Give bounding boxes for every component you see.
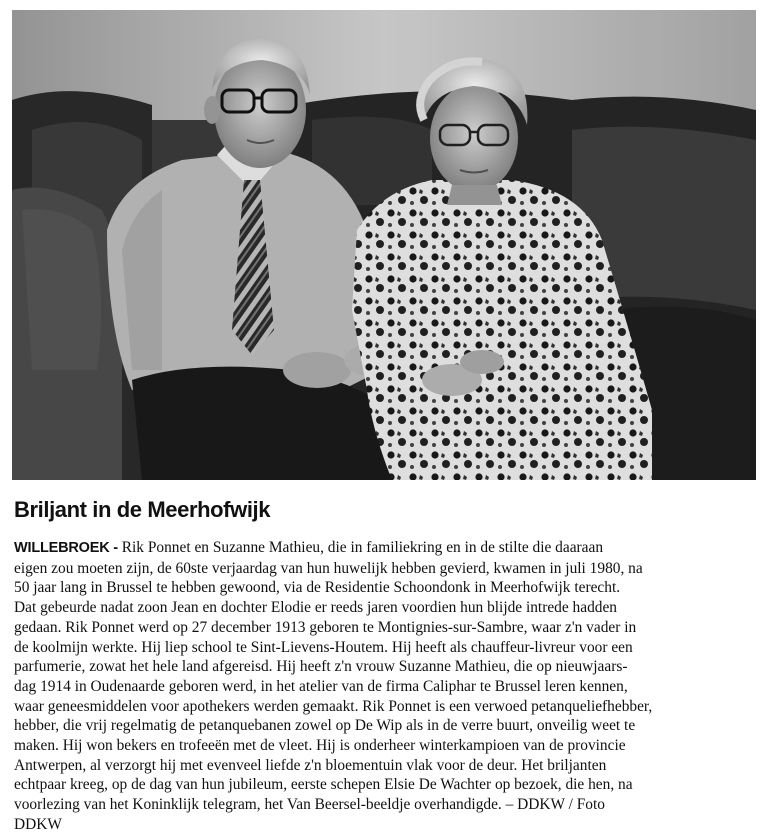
article-line: hebber, die vrij regelmatig de petanquebanen zowel op De Wip als in de verre buurt, onveilig weet te — [14, 717, 636, 735]
dateline: WILLEBROEK - — [14, 540, 118, 556]
article-line: Dat gebeurde nadat zoon Jean en dochter Elodie er reeds jaren voordien hun blijde intrede hadden — [14, 599, 617, 617]
article-line: gedaan. Rik Ponnet werd op 27 december 1913 geboren te Montignies-sur-Sambre, waar z'n vader in — [14, 618, 637, 636]
article-line: voorlezing van het Koninklijk telegram, het Van Beersel-beeldje overhandigde. – DDKW / Foto — [14, 796, 605, 814]
article-line: de koolmijn werkte. Hij liep school te Sint-Lievens-Houtem. Hij heeft als chauffeur-livreur voor een — [14, 638, 633, 656]
article-line: dag 1914 in Oudenaarde geboren werd, in het atelier van de firma Caliphar te Brussel leren kennen, — [14, 677, 628, 695]
article-line: maken. Hij won bekers en trofeeën met de vleet. Hij is onderheer winterkampioen van de provincie — [14, 737, 626, 755]
headline: Briljant in de Meerhofwijk — [14, 497, 271, 522]
article-body — [14, 538, 760, 835]
article-line: 50 jaar lang in Brussel te hebben gewoond, via de Residentie Schoondonk in Meerhofwijk terecht. — [14, 579, 621, 597]
photo-elderly-couple — [12, 10, 756, 480]
article-line: Antwerpen, al verzorgt hij met evenveel liefde z'n bloementuin vlak voor de deur. Het briljanten — [14, 756, 607, 774]
article-line: echtpaar kreeg, op de dag van hun jubileum, eerste schepen Elsie De Wachter op bezoek, die hen, na — [14, 776, 633, 794]
article-line: eigen zou moeten zijn, de 60ste verjaardag van hun huwelijk hebben gevierd, kwamen in juli 1980, na — [14, 559, 643, 577]
article-line: parfumerie, zowat het hele land afgereisd. Hij heeft z'n vrouw Suzanne Mathieu, die op nieuwjaars- — [14, 658, 628, 676]
article-line: WILLEBROEK - Rik Ponnet en Suzanne Mathieu, die in familiekring en in de stilte die daaraan — [14, 539, 604, 556]
article-line: waar geneesmiddelen voor apothekers werden gemaakt. Rik Ponnet is een verwoed petanqueliefhebber, — [14, 697, 653, 715]
article-line: DDKW — [14, 815, 62, 833]
